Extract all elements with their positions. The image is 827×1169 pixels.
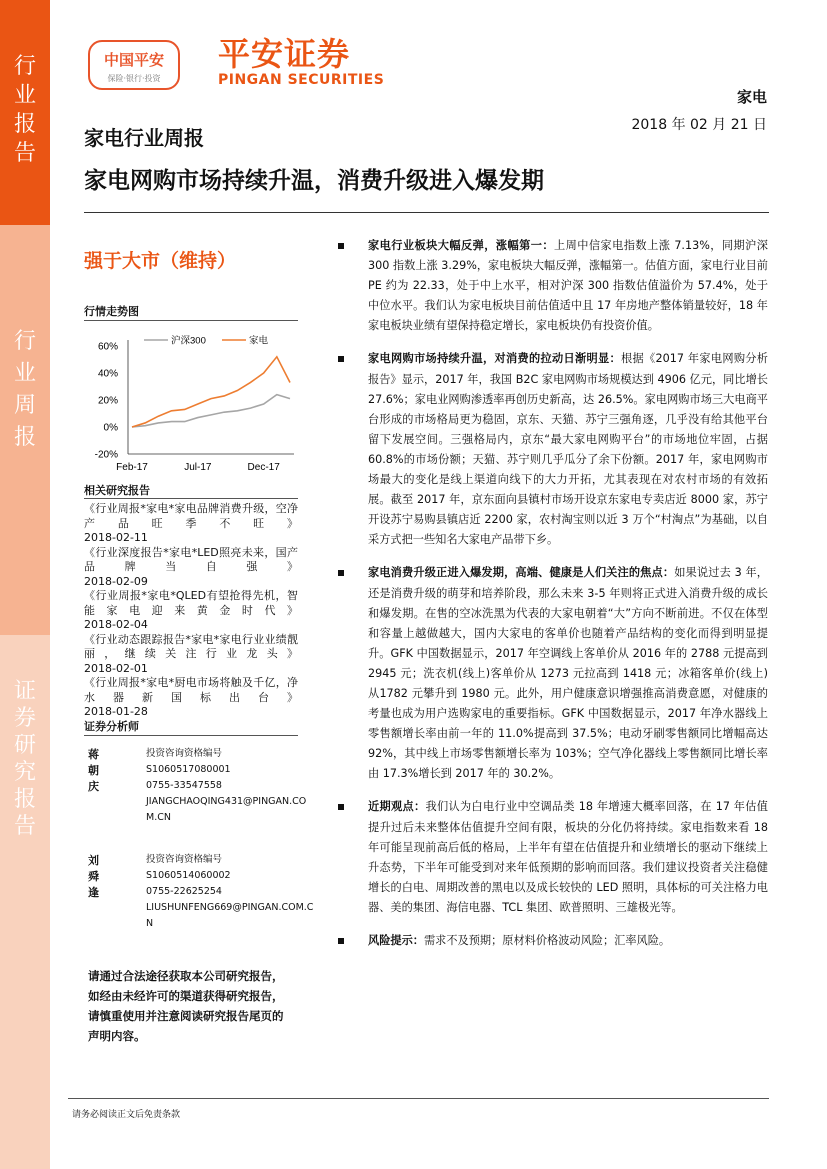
y-tick-label: 60% [97, 341, 118, 353]
chart-section-title: 行情走势图 [84, 305, 139, 318]
analyst-info: 投资咨询资格编号 S1060514060002 0755-22625254 LIUSHUNFENG669@PINGAN.COM.CN [146, 854, 314, 929]
rating-label: 强于大市（维持） [84, 250, 237, 272]
x-tick-label: Dec-17 [247, 462, 280, 473]
analyst-name: 蒋朝庆 [88, 748, 99, 793]
legend-label: 家电 [249, 335, 269, 347]
related-report-item: 《行业周报*家电*QLED有望抢得先机，智能家电迎来黄金时代》 [84, 589, 298, 617]
related-reports-title: 相关研究报告 [84, 484, 150, 497]
main-content [338, 236, 768, 964]
bullet-paragraph: 家电消费升级正进入爆发期，高端、健康是人们关注的焦点：如果说过去 3 年，还是消费升级的萌芽和培养阶段，那么未来 3-5 年则将正式进入消费升级的成长和爆发期。在售的空冰洗黑为代表的大家电朝着“大”方向不断前进。不仅在体型和容量上越做越大，国内大家电的客单价也随着产品结构的变化而得到明显提升。GFK 中国数据显示，2017 年空调线上客单价从 2016 年的 2788 元提高到 2945 元；洗衣机(线上)客单价从 1273 元拉高到 1418 元；冰箱客单价(线上)从1782 元攀升到 1980 元。此外，用户健康意识增强推高消费意愿，对健康的考量也成为用户选购家电的重要指标。GFK 中国数据显示，2017 年净水器线上零售额增长率由前一年的 11.0%提高到 37.5%；电动牙刷零售额同比增幅高达 92%，其中线上市场零售额增长率为 103%；空气净化器线上零售额同比增长率由 17.3%增长到 2017 年的 30.2%。 [338, 563, 768, 784]
footer-note: 请务必阅读正文后免责条款 [72, 1110, 181, 1120]
analyst-info: 投资咨询资格编号 S1060517080001 0755-33547558 JIANGCHAOQING431@PINGAN.COM.CN [146, 748, 307, 823]
y-tick-label: -20% [94, 449, 118, 461]
market-trend-chart [82, 326, 302, 476]
bullet-square-icon [338, 938, 344, 944]
divider [84, 735, 298, 736]
related-report-date: 2018-02-11 [84, 531, 148, 544]
x-tick-label: Feb-17 [116, 462, 148, 473]
header-divider [84, 212, 769, 213]
bullet-square-icon [338, 356, 344, 362]
series-line-1 [132, 357, 290, 427]
page-title: 家电网购市场持续升温，消费升级进入爆发期 [84, 168, 544, 194]
related-report-item: 《行业周报*家电*家电品牌消费升级，空净产品旺季不旺》 [84, 502, 298, 530]
sidebar-label-industry-report: 行 业 报 告 [13, 54, 36, 166]
sidebar-label-research: 证 券 研 究 报 告 [13, 679, 36, 839]
sector-label: 家电 [736, 88, 767, 106]
y-tick-label: 40% [97, 368, 118, 380]
footer-divider [68, 1098, 769, 1099]
related-report-item: 《行业动态跟踪报告*家电*家电行业业绩靓丽，继续关注行业龙头》 [84, 632, 298, 660]
bullet-paragraph: 家电网购市场持续升温，对消费的拉动日渐明显：根据《2017 年家电网购分析报告》显示，2017 年，我国 B2C 家电网购市场规模达到 4906 亿元，同比增长 27.6%；家电业网购渗透率再创历史新高，达 26.5%。家电网购市场三大电商平台形成的市场格局更为稳固，京东、天猫、苏宁三强角逐，几乎没有给其他平台留下发展空间。三强格局内，京东“最大家电网购平台”的市场地位牢固，占据 60.8%的市场份额；天猫、苏宁则几乎瓜分了余下份额。2017 年，家电网购市场最大的变化是线上渠道向线下的大力开拓，尤其表现在对农村市场的有效拓展。截至 2017 年，京东面向县镇村市场开设京东家电专卖店近 8000 家，苏宁开设苏宁易购县镇店近 2200 家，农村淘宝则以近 3 万个“村淘点”为基础，以自采方式把一些知名大家电产品带下乡。 [338, 349, 768, 550]
related-report-item: 《行业深度报告*家电*LED照亮未来，国产品牌当自强》 [84, 545, 298, 573]
related-report-item: 《行业周报*家电*厨电市场将触及千亿，净水器新国标出台》 [84, 676, 298, 704]
y-tick-label: 0% [103, 422, 118, 434]
legend-label: 沪深300 [171, 335, 206, 347]
bullet-square-icon [338, 804, 344, 810]
report-type: 家电行业周报 [84, 126, 204, 150]
bullet-paragraph: 家电行业板块大幅反弹，涨幅第一：上周中信家电指数上涨 7.13%，同期沪深 300 指数上涨 3.29%，家电板块大幅反弹，涨幅第一。估值方面，家电行业目前 PE 约为 22.33，处于中上水平，相对沪深 300 指数估值溢价为 57.4%，处于中位水平。我们认为家电板块目前估值适中且 17 年房地产整体销量较好，18 年家电板块业绩有望保持稳定增长，家电板块仍有投资价值。 [338, 236, 768, 336]
analyst-name: 刘舜逢 [88, 854, 99, 899]
related-reports-list [84, 502, 298, 720]
analyst-section-title: 证券分析师 [84, 720, 139, 733]
related-report-date: 2018-02-01 [84, 661, 148, 675]
related-report-date: 2018-02-09 [84, 574, 148, 588]
disclaimer: 请通过合法途径获取本公司研究报告，如经由未经许可的渠道获得研究报告，请慎重使用并注意阅读研究报告尾页的声明内容。 [88, 969, 284, 1043]
related-report-date: 2018-01-28 [84, 705, 148, 718]
y-tick-label: 20% [97, 395, 118, 407]
bullet-square-icon [338, 570, 344, 576]
bullet-paragraph: 风险提示：需求不及预期；原材料价格波动风险；汇率风险。 [338, 931, 768, 951]
sidebar-label-weekly: 行 业 周 报 [13, 329, 36, 450]
divider [84, 320, 298, 321]
x-tick-label: Jul-17 [184, 462, 212, 473]
divider [84, 498, 298, 499]
related-report-date: 2018-02-04 [84, 618, 148, 631]
pingan-group-logo: 中国平安 保险·银行·投资 [88, 40, 180, 90]
bullet-square-icon [338, 243, 344, 249]
pingan-securities-logo: 平安证券 PINGAN SECURITIES [218, 35, 385, 88]
report-date: 2018 年 02 月 21 日 [631, 117, 767, 133]
bullet-paragraph: 近期观点：我们认为白电行业中空调品类 18 年增速大概率回落，在 17 年估值提升过后未来整体估值提升空间有限，板块的分化仍将持续。家电指数来看 18 年可能呈现前高后低的格局，上半年有望在估值提升和业绩增长的驱动下继续上升态势，下半年可能受到对来年低预期的影响而回落。我们建议投资者关注稳健增长的白电、周期改善的黑电以及成长较快的 LED 照明，具体标的可关注格力电器、美的集团、海信电器、TCL 集团、欧普照明、三雄极光等。 [338, 797, 768, 918]
